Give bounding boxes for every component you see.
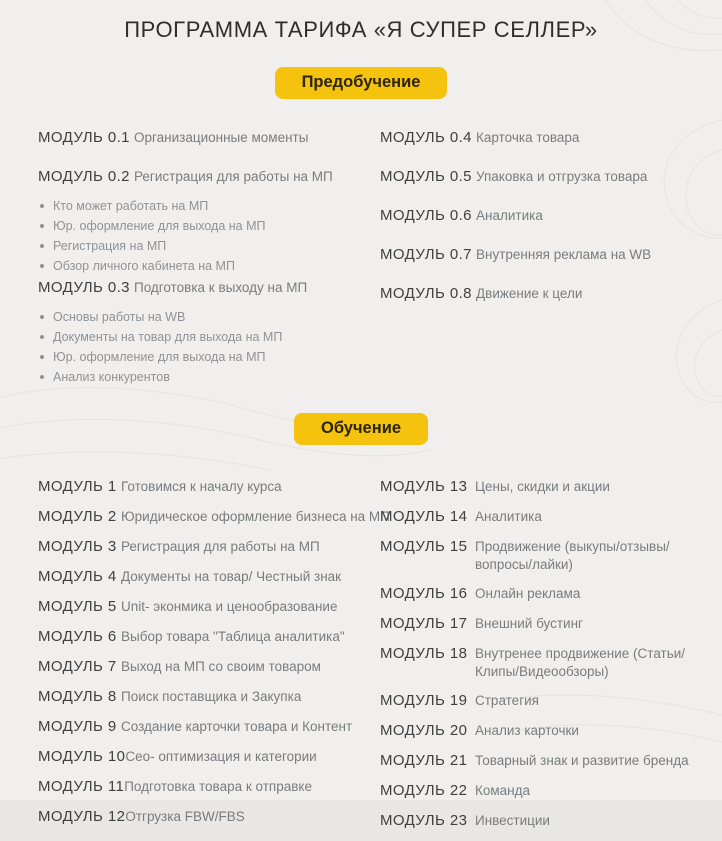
module-row: [38, 807, 380, 827]
module-bullets: [38, 307, 380, 387]
module-label: МОДУЛЬ 6: [38, 628, 117, 645]
module-row: [38, 597, 380, 617]
module-title: Аналитика: [476, 208, 543, 223]
module-row: [380, 128, 722, 148]
module-title: Анализ карточки: [475, 723, 579, 738]
module-label: МОДУЛЬ 18: [380, 645, 468, 662]
module-label: МОДУЛЬ 14: [380, 508, 468, 525]
bullet-text: Документы на товар для выхода на МП: [53, 330, 283, 344]
module-row: [380, 477, 722, 497]
pretraining-column-left: [38, 128, 380, 389]
bullet-icon: [40, 355, 44, 359]
module-title: Цены, скидки и акции: [475, 479, 610, 494]
module-label: МОДУЛЬ 10: [38, 748, 126, 765]
module-row: [380, 284, 722, 304]
module-title: Документы на товар/ Честный знак: [121, 569, 342, 584]
module-row: [380, 691, 722, 711]
module-label: МОДУЛЬ 3: [38, 538, 117, 555]
module-label: МОДУЛЬ 20: [380, 722, 468, 739]
bullet-text: Кто может работать на МП: [53, 199, 209, 213]
module-title: Движение к цели: [476, 286, 583, 301]
module-label: МОДУЛЬ 19: [380, 692, 468, 709]
bullet-icon: [40, 315, 44, 319]
module-row: [380, 537, 722, 574]
module-row: [38, 777, 380, 797]
training-badge-row: [0, 413, 722, 445]
module-row: [38, 717, 380, 737]
module-label: МОДУЛЬ 0.1: [38, 129, 130, 146]
bullet-text: Регистрация на МП: [53, 239, 167, 253]
pretraining-badge-row: [0, 67, 722, 99]
module-label: МОДУЛЬ 8: [38, 688, 117, 705]
training-column-right: [380, 477, 722, 841]
module-title: Продвижение (выкупы/отзывы/вопросы/лайки): [475, 539, 670, 572]
training-column-left: [38, 477, 390, 841]
bullet-item: [40, 256, 380, 276]
module-row: [380, 811, 722, 831]
module-label: МОДУЛЬ 4: [38, 568, 117, 585]
module-label: МОДУЛЬ 1: [38, 478, 117, 495]
module-label: МОДУЛЬ 23: [380, 812, 468, 829]
module-row: [380, 644, 722, 681]
module-label: МОДУЛЬ 7: [38, 658, 117, 675]
module-title: Инвестиции: [475, 813, 550, 828]
pretraining-section: [0, 67, 722, 389]
module-label: МОДУЛЬ 0.2: [38, 168, 130, 185]
module-label: МОДУЛЬ 12: [38, 808, 126, 825]
module-row: [380, 507, 722, 527]
module-label: МОДУЛЬ 0.5: [380, 168, 472, 185]
module-row: [38, 567, 380, 587]
bullet-icon: [40, 264, 44, 268]
bullet-item: [40, 307, 380, 327]
bullet-icon: [40, 375, 44, 379]
module-row: [380, 751, 722, 771]
module-title: Выбор товара "Таблица аналитика": [121, 629, 345, 644]
module-title: Команда: [475, 783, 531, 798]
bullet-text: Юр. оформление для выхода на МП: [53, 219, 266, 233]
module-row: [380, 584, 722, 604]
module-title: Регистрация для работы на МП: [134, 169, 333, 184]
bullet-item: [40, 236, 380, 256]
bullet-text: Анализ конкурентов: [53, 370, 170, 384]
module-title: Стратегия: [475, 693, 539, 708]
module-row: [38, 278, 380, 298]
training-section: [0, 413, 722, 841]
module-title: Юридическое оформление бизнеса на МП: [121, 509, 390, 524]
module-title: Подготовка к выходу на МП: [134, 280, 308, 295]
module-row: [380, 781, 722, 801]
module-title: Карточка товара: [476, 130, 580, 145]
bullet-item: [40, 327, 380, 347]
bullet-text: Обзор личного кабинета на МП: [53, 259, 235, 273]
module-label: МОДУЛЬ 21: [380, 752, 468, 769]
module-label: МОДУЛЬ 0.7: [380, 246, 472, 263]
bullet-item: [40, 216, 380, 236]
module-label: МОДУЛЬ 17: [380, 615, 468, 632]
module-label: МОДУЛЬ 15: [380, 538, 468, 555]
module-row: [38, 657, 380, 677]
module-title: Онлайн реклама: [475, 586, 581, 601]
module-label: МОДУЛЬ 16: [380, 585, 468, 602]
module-title: Внешний бустинг: [475, 616, 583, 631]
bullet-item: [40, 196, 380, 216]
module-row: [38, 747, 380, 767]
module-label: МОДУЛЬ 22: [380, 782, 468, 799]
bullet-text: Основы работы на WB: [53, 310, 186, 324]
module-title: Сео- оптимизация и категории: [125, 749, 317, 764]
training-badge[interactable]: Обучение: [294, 413, 428, 445]
page-title: ПРОГРАММА ТАРИФА «Я СУПЕР СЕЛЛЕР»: [124, 17, 598, 42]
module-label: МОДУЛЬ 9: [38, 718, 117, 735]
module-title: Поиск поставщика и Закупка: [121, 689, 302, 704]
pretraining-column-right: [380, 128, 722, 389]
module-title: Внутренее продвижение (Статьи/Клипы/Видеообзоры): [475, 646, 686, 679]
module-row: [380, 245, 722, 265]
module-title: Внутренняя реклама на WB: [476, 247, 652, 262]
module-row: [38, 687, 380, 707]
module-title: Подготовка товара к отправке: [124, 779, 312, 794]
module-label: МОДУЛЬ 13: [380, 478, 468, 495]
module-row: [380, 614, 722, 634]
module-label: МОДУЛЬ 0.3: [38, 279, 130, 296]
bullet-icon: [40, 335, 44, 339]
module-row: [38, 167, 380, 187]
module-title: Создание карточки товара и Контент: [121, 719, 353, 734]
module-title: Unit- эконмика и ценообразование: [121, 599, 338, 614]
module-title: Отгрузка FBW/FBS: [125, 809, 245, 824]
bullet-item: [40, 347, 380, 367]
pretraining-badge[interactable]: Предобучение: [275, 67, 448, 99]
module-row: [38, 128, 380, 148]
bullet-icon: [40, 244, 44, 248]
module-label: МОДУЛЬ 0.6: [380, 207, 472, 224]
module-title: Аналитика: [475, 509, 542, 524]
module-title: Организационные моменты: [134, 130, 309, 145]
module-label: МОДУЛЬ 0.4: [380, 129, 472, 146]
module-title: Упаковка и отгрузка товара: [476, 169, 648, 184]
bullet-icon: [40, 224, 44, 228]
module-row: [38, 627, 380, 647]
module-row: [380, 167, 722, 187]
module-row: [380, 206, 722, 226]
module-row: [38, 507, 390, 527]
module-row: [38, 537, 380, 557]
module-title: Товарный знак и развитие бренда: [475, 753, 689, 768]
module-row: [380, 721, 722, 741]
training-grid: [0, 477, 722, 841]
module-label: МОДУЛЬ 11: [38, 778, 125, 795]
module-bullets: [38, 196, 380, 276]
module-label: МОДУЛЬ 2: [38, 508, 117, 525]
module-title: Регистрация для работы на МП: [121, 539, 320, 554]
module-title: Выход на МП со своим товаром: [121, 659, 321, 674]
module-label: МОДУЛЬ 0.8: [380, 285, 472, 302]
module-row: [38, 477, 380, 497]
bullet-icon: [40, 204, 44, 208]
module-label: МОДУЛЬ 5: [38, 598, 117, 615]
pretraining-grid: [0, 128, 722, 389]
bullet-text: Юр. оформление для выхода на МП: [53, 350, 266, 364]
module-title: Готовимся к началу курса: [121, 479, 282, 494]
bullet-item: [40, 367, 380, 387]
